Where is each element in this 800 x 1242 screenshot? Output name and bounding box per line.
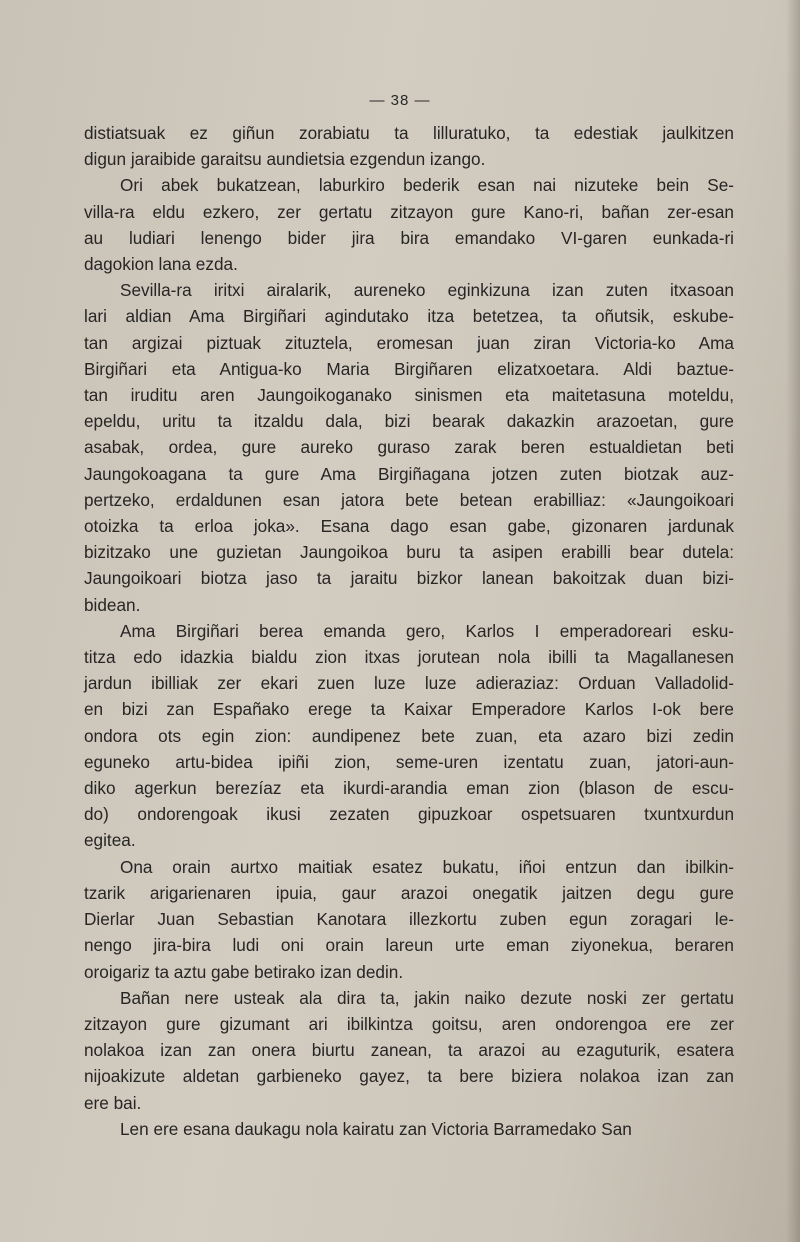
body-text [84, 120, 734, 1142]
text-line: Ori abek bukatzean, laburkiro bederik esan nai nizuteke bein Se- [120, 175, 734, 196]
paragraph [84, 618, 734, 854]
text-line: zitzayon gure gizumant ari ibilkintza goitsu, aren ondorengoa ere zer [84, 1013, 734, 1034]
paragraph [84, 120, 734, 172]
paragraph [84, 1116, 734, 1142]
text-line: nengo jira-bira ludi oni orain lareun urte eman ziyonekua, beraren [84, 935, 734, 956]
text-line: Dierlar Juan Sebastian Kanotara illezkortu zuben egun zoragari le- [84, 909, 734, 930]
text-line: pertzeko, erdaldunen esan jatora bete betean erabilliaz: «Jaungoikoari [84, 489, 734, 510]
text-line: do) ondorengoak ikusi zezaten gipuzkoar ospetsuaren txuntxurdun [84, 804, 734, 825]
text-line: Ama Birgiñari berea emanda gero, Karlos I emperadoreari esku- [120, 620, 734, 641]
text-line: Ona orain aurtxo maitiak esatez bukatu, iñoi entzun dan ibilkin- [120, 856, 734, 877]
text-line: au ludiari lenengo bider jira bira emandako VI-garen eunkada-ri [84, 227, 734, 248]
text-line: Jaungoikoari biotza jaso ta jaraitu bizkor lanean bakoitzak duan bizi- [84, 568, 734, 589]
page-number: — 38 — [369, 92, 431, 109]
text-line: diko agerkun berezíaz eta ikurdi-arandia eman zion (blason de escu- [84, 778, 734, 799]
text-line: tan argizai piztuak zituztela, eromesan juan ziran Victoria-ko Ama [84, 332, 734, 353]
text-line: Birgiñari eta Antigua-ko Maria Birgiñaren elizatxoetara. Aldi baztue- [84, 358, 734, 379]
text-line: jardun ibilliak zer ekari zuen luze luze adieraziaz: Orduan Valladolid- [84, 673, 734, 694]
text-line: otoizka ta erloa joka». Esana dago esan gabe, gizonaren jardunak [84, 516, 734, 537]
text-line: eguneko artu-bidea ipiñi zion, seme-uren izentatu zuan, jatori-aun- [84, 751, 734, 772]
page-edge-shadow [786, 0, 800, 1242]
text-line: bizitzako une guzietan Jaungoikoa buru ta asipen erabilli bear dutela: [84, 542, 734, 563]
text-line: Jaungokoagana ta gure Ama Birgiñagana jotzen zuten biotzak auz- [84, 463, 734, 484]
paragraph [84, 277, 734, 618]
paragraph [84, 854, 734, 985]
text-line: nijoakizute aldetan garbieneko gayez, ta bere biziera nolakoa izan zan [84, 1066, 734, 1087]
text-line: tan iruditu aren Jaungoikoganako sinismen eta maitetasuna moteldu, [84, 385, 734, 406]
text-line: epeldu, uritu ta itzaldu dala, bizi bearak dakazkin arazoetan, gure [84, 411, 734, 432]
text-line: tzarik arigarienaren ipuia, gaur arazoi onegatik jaitzen degu gure [84, 882, 734, 903]
paragraph [84, 172, 734, 277]
text-line: digun jaraibide garaitsu aundietsia ezgendun izango. [84, 149, 486, 170]
text-line: asabak, ordea, gure aureko guraso zarak beren estualdietan beti [84, 437, 734, 458]
text-line: distiatsuak ez giñun zorabiatu ta lilluratuko, ta edestiak jaulkitzen [84, 123, 734, 143]
text-line: ondora ots egin zion: aundipenez bete zuan, eta azaro bizi zedin [84, 725, 734, 746]
text-line: nolakoa izan zan onera biurtu zanean, ta arazoi au ezaguturik, esatera [84, 1040, 734, 1061]
text-line: Sevilla-ra iritxi airalarik, aureneko eginkizuna izan zuten itxasoan [120, 280, 734, 301]
paragraph [84, 985, 734, 1116]
text-line: ere bai. [84, 1092, 142, 1113]
text-line: Bañan nere usteak ala dira ta, jakin naiko dezute noski zer gertatu [120, 987, 734, 1008]
text-line: en bizi zan Españako erege ta Kaixar Emperadore Karlos I-ok bere [84, 699, 734, 720]
text-line: bidean. [84, 594, 141, 615]
text-line: egitea. [84, 830, 136, 851]
text-line: dagokion lana ezda. [84, 254, 238, 275]
text-line: titza edo idazkia bialdu zion itxas jorutean nola ibilli ta Magallanesen [84, 647, 734, 668]
text-line: lari aldian Ama Birgiñari agindutako itza betetzea, ta oñutsik, eskube- [84, 306, 734, 327]
text-line: oroigariz ta aztu gabe betirako izan dedin. [84, 961, 404, 982]
text-line: villa-ra eldu ezkero, zer gertatu zitzayon gure Kano-ri, bañan zer-esan [84, 201, 734, 222]
text-line: Len ere esana daukagu nola kairatu zan Victoria Barramedako San [120, 1118, 632, 1139]
